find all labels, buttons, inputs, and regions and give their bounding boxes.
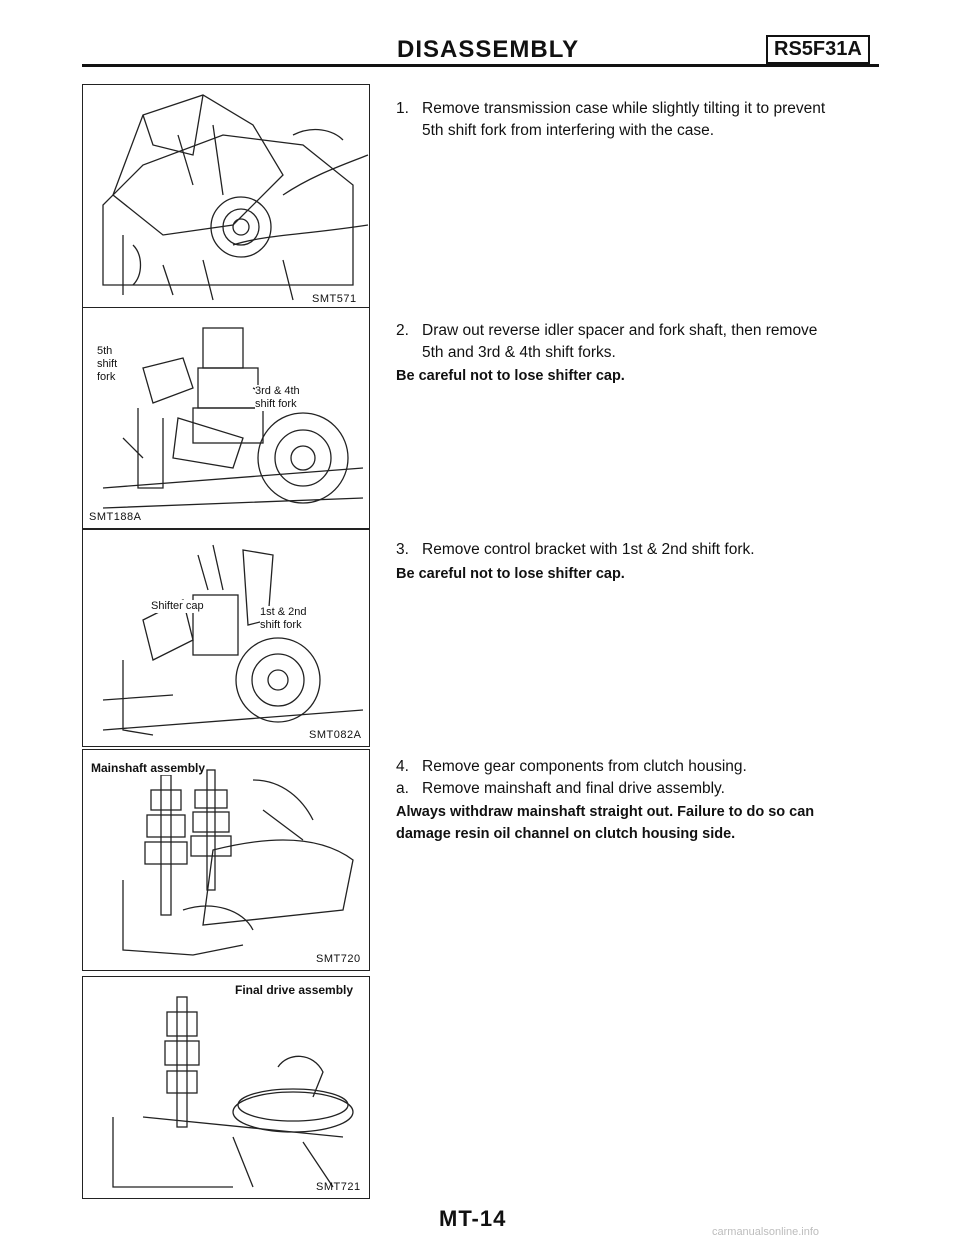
third-fourth-shift-fork-label: 3rd & 4th shift fork: [255, 385, 300, 410]
figure-control-bracket: [82, 529, 370, 747]
control-bracket-illustration: [83, 530, 369, 746]
sub-step-letter: a.: [396, 780, 409, 797]
step-text: Draw out reverse idler spacer and fork shaft, then remove: [422, 322, 818, 339]
sub-step-text: Remove mainshaft and final drive assembly.: [422, 780, 725, 797]
figure-code: SMT720: [316, 953, 361, 965]
step-text-continued: 5th shift fork from interfering with the case.: [422, 122, 715, 139]
final-drive-illustration: [83, 977, 369, 1198]
step-3-caution: Be careful not to lose shifter cap.: [396, 566, 625, 582]
step-1: [396, 98, 880, 142]
step-3: [396, 539, 880, 561]
fifth-shift-fork-label: 5th shift fork: [97, 345, 118, 383]
figure-shift-forks: [82, 307, 370, 529]
caution-line-1: Always withdraw mainshaft straight out. Failure to do so can: [396, 804, 815, 820]
first-second-shift-fork-label: 1st & 2nd shift fork: [260, 606, 307, 631]
page-title: DISASSEMBLY: [397, 36, 580, 63]
watermark: carmanualsonline.info: [712, 1226, 820, 1238]
page-number: MT-14: [439, 1206, 507, 1231]
transmission-case-illustration: [83, 85, 369, 311]
step-4-caution: [396, 801, 880, 845]
figure-code: SMT571: [312, 293, 357, 305]
header-rule: [82, 64, 879, 67]
step-2-caution: Be careful not to lose shifter cap.: [396, 368, 625, 384]
final-drive-assembly-label: Final drive assembly: [235, 983, 354, 997]
step-2: [396, 320, 880, 364]
model-code-badge: RS5F31A: [766, 35, 870, 64]
step-number: 3.: [396, 541, 409, 558]
step-number: 2.: [396, 322, 409, 339]
step-4: [396, 756, 880, 800]
figure-mainshaft-assembly: [82, 749, 370, 971]
step-text: Remove control bracket with 1st & 2nd shift fork.: [422, 541, 755, 558]
figure-transmission-case-removal: [82, 84, 370, 312]
figure-code: SMT082A: [309, 729, 362, 741]
step-text: Remove transmission case while slightly tilting it to prevent: [422, 100, 826, 117]
figure-code: SMT721: [316, 1181, 361, 1193]
step-number: 1.: [396, 100, 409, 117]
mainshaft-assembly-label: Mainshaft assembly: [91, 761, 206, 775]
shift-forks-illustration: [83, 308, 369, 528]
figure-code: SMT188A: [89, 511, 142, 523]
caution-line-2: damage resin oil channel on clutch housing side.: [396, 826, 736, 842]
step-text-continued: 5th and 3rd & 4th shift forks.: [422, 344, 616, 361]
shifter-cap-label: Shifter cap: [151, 600, 204, 612]
step-number: 4.: [396, 758, 409, 775]
mainshaft-illustration: [83, 750, 369, 970]
step-text: Remove gear components from clutch housing.: [422, 758, 747, 775]
figure-final-drive-assembly: [82, 976, 370, 1199]
